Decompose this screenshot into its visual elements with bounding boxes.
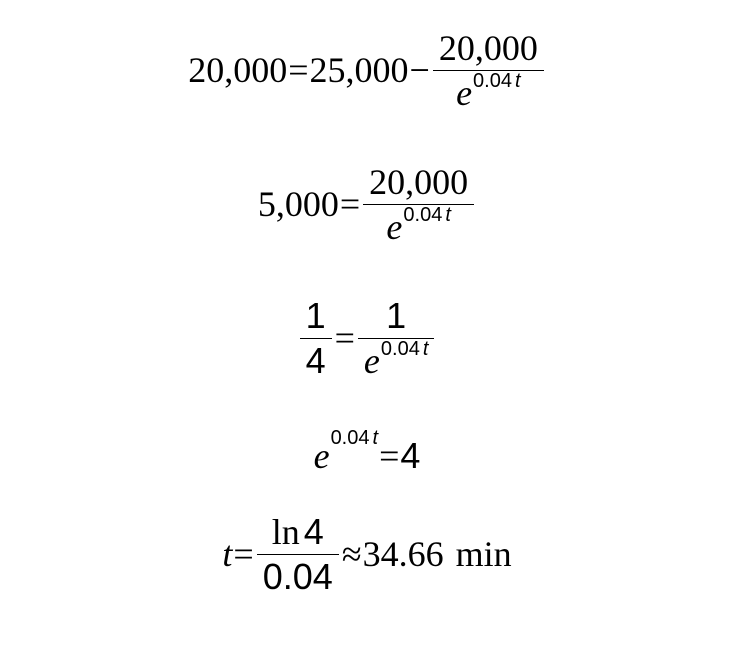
eq1-fraction <box>433 27 544 113</box>
eq4-rhs: 4 <box>400 435 421 476</box>
eq5-lhs: t <box>222 534 233 574</box>
eq5-equals: = <box>233 534 254 574</box>
eq2-fraction <box>363 161 474 247</box>
eq4-exp-variable: t <box>372 427 379 449</box>
equation-4 <box>0 426 734 486</box>
eq5-ln-function: ln <box>271 511 300 552</box>
eq3-equals: = <box>334 318 355 358</box>
eq1-exp-base: e <box>456 72 473 113</box>
eq2-exp-variable: t <box>445 203 451 226</box>
equation-5 <box>0 512 734 596</box>
eq1-frac-denominator <box>450 71 526 111</box>
eq3-exp-number: 0.04 <box>380 337 420 360</box>
equation-1 <box>0 28 734 112</box>
eq2-exponent <box>403 204 451 226</box>
eq1-exp-variable: t <box>514 69 521 92</box>
eq5-ln-argument: 4 <box>303 510 324 552</box>
eq1-lhs: 20,000 <box>188 50 288 90</box>
eq2-equals: = <box>339 184 361 224</box>
eq3-rhs-numerator: 1 <box>386 294 407 336</box>
eq1-frac-numerator: 20,000 <box>438 27 538 68</box>
eq5-value: 34.66 <box>362 534 444 574</box>
eq3-exp-base: e <box>363 340 380 381</box>
eq3-lhs-denominator: 4 <box>305 339 326 381</box>
eq1-term: 25,000 <box>309 50 409 90</box>
eq5-frac-denominator: 0.04 <box>262 555 333 597</box>
eq3-rhs-denominator <box>358 339 434 379</box>
eq1-minus: − <box>409 50 430 90</box>
eq2-lhs: 5,000 <box>257 184 339 224</box>
eq4-exp-number: 0.04 <box>330 427 370 449</box>
eq4-equals: = <box>379 436 400 476</box>
eq3-exponent <box>381 338 429 360</box>
eq5-unit: min <box>455 534 512 574</box>
eq3-lhs-numerator: 1 <box>305 294 326 336</box>
eq2-exp-base: e <box>386 206 403 247</box>
eq1-exponent <box>473 70 521 92</box>
eq5-fraction <box>257 510 339 597</box>
equation-2 <box>0 162 734 246</box>
eq3-rhs-fraction <box>358 294 434 381</box>
eq2-exp-number: 0.04 <box>403 203 443 226</box>
eq2-frac-denominator <box>380 205 456 245</box>
equation-3 <box>0 296 734 380</box>
eq5-frac-numerator <box>266 510 330 554</box>
eq2-frac-numerator: 20,000 <box>369 161 469 202</box>
eq3-exp-variable: t <box>422 337 429 360</box>
eq4-exp-base: e <box>313 436 330 476</box>
eq1-equals: = <box>288 50 309 90</box>
eq4-exponent <box>331 428 379 448</box>
eq3-lhs-fraction <box>300 294 332 381</box>
eq5-approx: ≈ <box>341 534 362 574</box>
eq1-exp-number: 0.04 <box>473 69 512 92</box>
